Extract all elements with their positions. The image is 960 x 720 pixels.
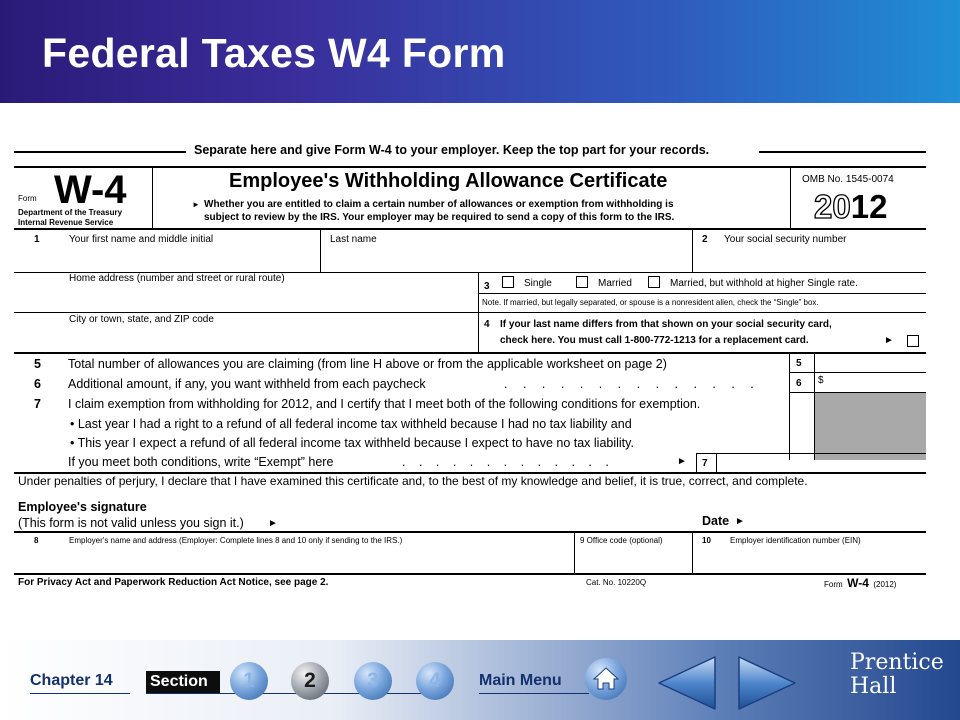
city-field[interactable]: City or town, state, and ZIP code	[69, 314, 214, 325]
divider	[692, 230, 693, 272]
line5-box-label: 5	[796, 358, 802, 369]
single-label: Single	[524, 278, 552, 289]
main-menu-link[interactable]: Main Menu	[479, 672, 562, 689]
line6-number: 6	[34, 377, 41, 391]
field8-number: 8	[34, 536, 39, 545]
w4-form-image	[14, 140, 926, 600]
signature-field[interactable]	[284, 498, 684, 530]
line7-text: I claim exemption from withholding for 2012, and I certify that I meet both of the following conditions for exemption.	[68, 397, 701, 411]
home-button[interactable]	[585, 658, 627, 700]
brand-line2: Hall	[850, 674, 897, 699]
field4-line1: If your last name differs from that shown on your social security card,	[500, 319, 832, 330]
exempt-arrow-icon: ►	[677, 456, 687, 467]
notice-line2: subject to review by the IRS. Your employer may be required to send a copy of this form to the IRS.	[204, 212, 675, 223]
condition-1: • Last year I had a right to a refund of all federal income tax withheld because I had no tax liability and	[70, 417, 632, 431]
privacy-notice: For Privacy Act and Paperwork Reduction Act Notice, see page 2.	[18, 577, 329, 588]
home-icon	[585, 658, 627, 700]
line7-box-label: 7	[702, 458, 708, 469]
divider	[320, 230, 321, 272]
divider	[574, 533, 575, 573]
rule	[14, 228, 926, 230]
section-2-button[interactable]: 2	[291, 662, 329, 700]
line5-text: Total number of allowances you are claiming (from line H above or from the applicable worksheet on page 2)	[68, 357, 667, 371]
navigation-bar	[0, 640, 960, 720]
nav-underline	[30, 693, 130, 694]
married-label: Married	[598, 278, 632, 289]
previous-button[interactable]	[655, 655, 721, 716]
certificate-title: Employee's Withholding Allowance Certificate	[229, 170, 668, 192]
slide-title: Federal Taxes W4 Form	[42, 30, 506, 76]
separator-text: Separate here and give Form W-4 to your employer. Keep the top part for your records.	[194, 143, 710, 157]
signature-note: (This form is not valid unless you sign it.)	[18, 516, 244, 530]
year-prefix: 20	[814, 188, 851, 225]
single-checkbox[interactable]	[502, 276, 514, 288]
divider	[789, 354, 790, 460]
department-label: Department of the Treasury	[18, 208, 123, 217]
additional-amount-input[interactable]	[830, 372, 926, 392]
cat-number: Cat. No. 10220Q	[586, 578, 647, 587]
year-suffix: 12	[850, 188, 888, 225]
signature-label: Employee's signature	[18, 500, 147, 514]
first-name-field[interactable]: Your first name and middle initial	[69, 234, 214, 245]
shaded-area	[815, 393, 926, 460]
footer-form-id	[824, 574, 896, 592]
field4-line2: check here. You must call 1-800-772-1213 for a replacement card.	[500, 335, 809, 346]
notice-line1: Whether you are entitled to claim a certain number of allowances or exemption from withholding is	[204, 199, 674, 210]
footer-w4: W-4	[847, 576, 869, 590]
rule	[14, 531, 926, 533]
dollar-sign: $	[818, 375, 824, 386]
brand-line1: Prentice	[850, 650, 944, 675]
condition-2: • This year I expect a refund of all federal income tax withheld because I expect to have no tax liability.	[70, 436, 634, 450]
home-address-field[interactable]: Home address (number and street or rural route)	[69, 273, 285, 284]
section-3-button[interactable]: 3	[354, 662, 392, 700]
footer-year: (2012)	[873, 580, 897, 589]
divider	[790, 168, 791, 228]
ssn-field[interactable]: Your social security number	[724, 234, 847, 245]
date-arrow-icon: ►	[735, 516, 745, 527]
form-label: Form	[18, 194, 37, 203]
field1-number: 1	[34, 234, 40, 245]
field4-number: 4	[484, 319, 490, 330]
line6-text: Additional amount, if any, you want withheld from each paycheck	[68, 377, 426, 391]
divider	[692, 533, 693, 573]
line7-number: 7	[34, 397, 41, 411]
field10-number: 10	[702, 536, 711, 545]
arrow-left-icon	[655, 655, 721, 711]
arrow-right-icon	[733, 655, 799, 711]
last-name-field[interactable]: Last name	[330, 234, 377, 245]
nav-underline	[479, 693, 589, 694]
exempt-instruction: If you meet both conditions, write “Exempt” here	[68, 455, 334, 469]
divider	[152, 168, 153, 228]
field3-number: 3	[484, 281, 490, 292]
irs-label: Internal Revenue Service	[18, 218, 114, 227]
omb-number: OMB No. 1545-0074	[802, 174, 894, 185]
section-1-button[interactable]: 1	[230, 662, 268, 700]
notice-arrow-icon: ►	[192, 200, 200, 209]
line6-box-label: 6	[796, 378, 802, 389]
slide-header	[0, 0, 960, 103]
line5-number: 5	[34, 357, 41, 371]
married-higher-label: Married, but withhold at higher Single rate.	[670, 278, 858, 289]
marital-note: Note. If married, but legally separated, or spouse is a nonresident alien, check the “Single” box.	[482, 298, 819, 307]
field2-number: 2	[702, 234, 708, 245]
rule	[696, 453, 926, 454]
section-label: Section	[146, 671, 220, 693]
chapter-link[interactable]: Chapter 14	[30, 672, 113, 689]
section-4-button[interactable]: 4	[416, 662, 454, 700]
ein-field[interactable]: Employer identification number (EIN)	[730, 536, 861, 545]
divider	[696, 453, 697, 473]
signature-arrow-icon: ►	[268, 518, 278, 529]
form-id: W-4	[54, 168, 127, 212]
separator-line-right	[759, 151, 926, 153]
rule	[14, 312, 926, 313]
employer-name-field[interactable]: Employer's name and address (Employer: Complete lines 8 and 10 only if sending to the IRS.)	[69, 536, 403, 545]
perjury-statement: Under penalties of perjury, I declare that I have examined this certificate and, to the best of my knowledge and belief, it is true, correct, and complete.	[18, 474, 808, 488]
next-button[interactable]	[733, 655, 799, 716]
married-checkbox[interactable]	[576, 276, 588, 288]
exempt-dots: . . . . . . . . . . . . .	[402, 455, 614, 469]
allowances-input[interactable]	[814, 354, 926, 372]
office-code-field[interactable]: 9 Office code (optional)	[580, 536, 663, 545]
form-year	[814, 188, 887, 226]
married-higher-checkbox[interactable]	[648, 276, 660, 288]
separator-line-left	[14, 151, 186, 153]
date-field[interactable]	[750, 506, 926, 530]
footer-form-label: Form	[824, 580, 843, 589]
rule	[14, 573, 926, 575]
date-label: Date	[702, 514, 730, 528]
name-differs-checkbox[interactable]	[907, 335, 919, 347]
line6-dots: . . . . . . . . . . . . . .	[504, 377, 760, 391]
exempt-input[interactable]	[717, 454, 926, 472]
field4-arrow-icon: ►	[884, 335, 894, 346]
rule	[478, 293, 926, 294]
